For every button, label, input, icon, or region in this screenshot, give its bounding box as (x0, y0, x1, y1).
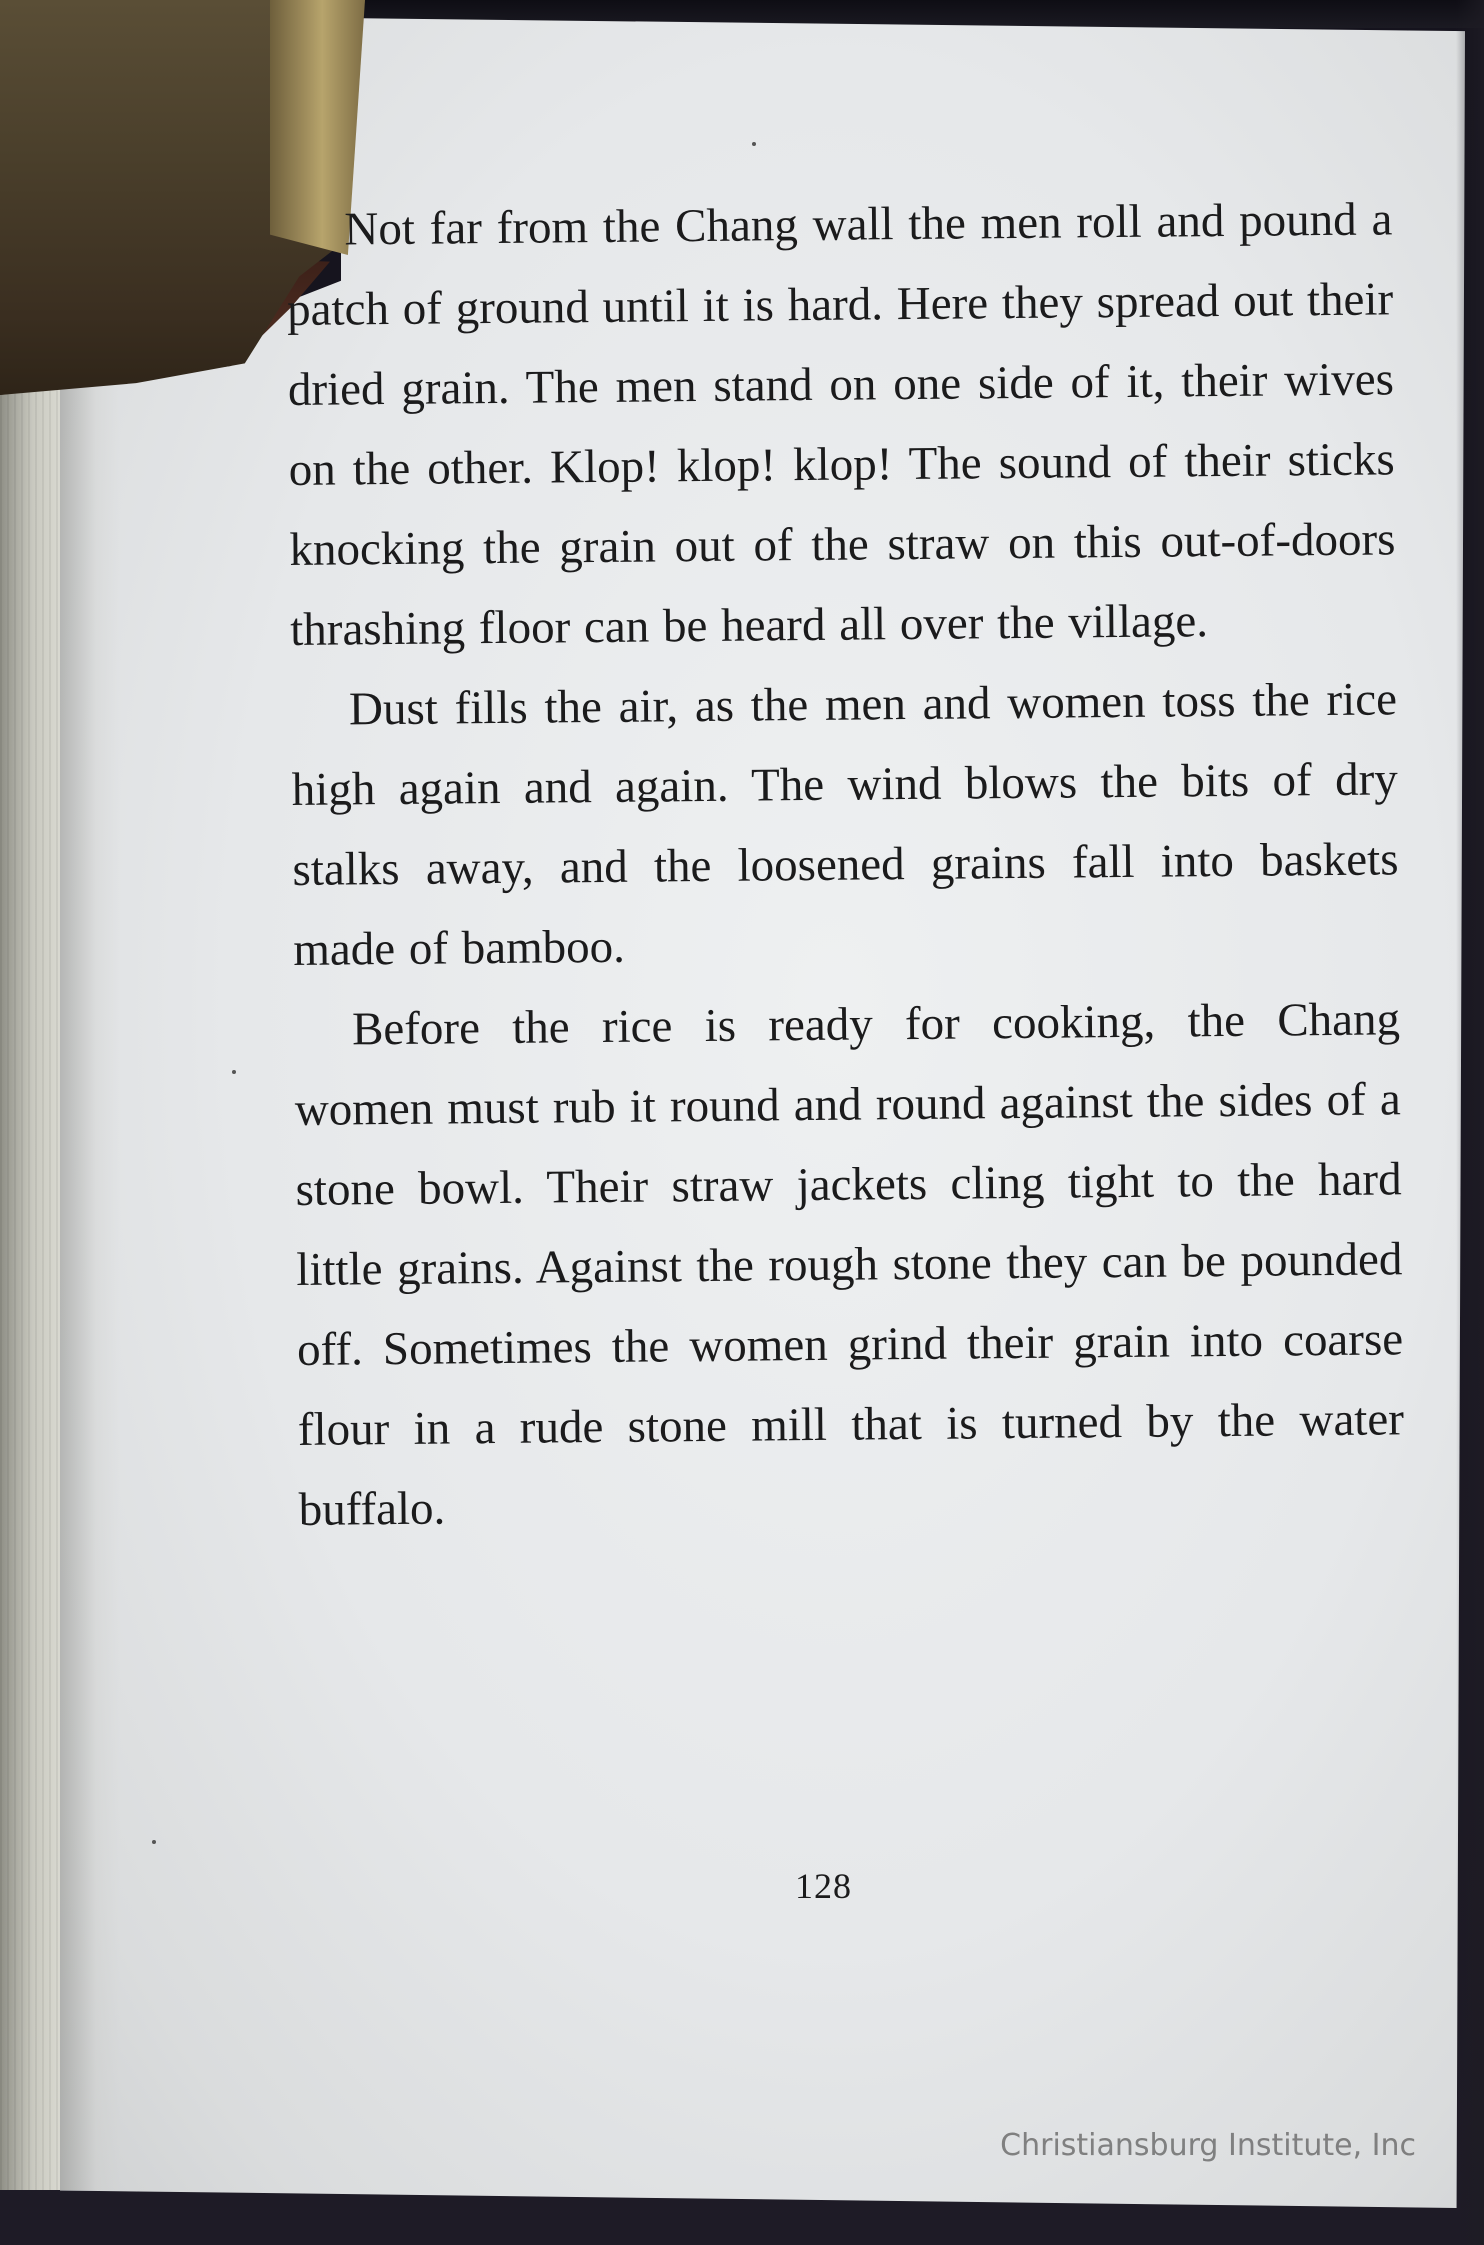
right-edge-shadow (1456, 0, 1484, 2245)
paragraph-2: Dust fills the air, as the men and women toss the rice high again and again. The wind blows the bits of dry stalks away, and the loosened grains fall into baskets made of bamboo. (291, 673, 1399, 976)
page-gutter-shadow (60, 380, 120, 2190)
paper-speck (152, 1840, 156, 1844)
paper-speck (232, 1070, 236, 1074)
paper-speck (752, 142, 756, 146)
paragraph-3: Before the rice is ready for cooking, the Chang women must rub it round and round against the sides of a stone bowl. Their straw jackets cling tight to the hard little grains. Against the rough stone they can be pounded off. Sometimes the women grind their grain into coarse flour in a rude stone mill that is turned by the water buffalo. (294, 993, 1405, 1536)
paragraph-1: Not far from the Chang wall the men roll and pound a patch of ground until it is hard. Here they spread out their dried grain. The men stand on one side of it, their wives on the other. Klop! klop! klop! The sound of their sticks knocking the grain out of the straw on this out-of-doors thrashing floor can be heard all over the village. (286, 193, 1396, 656)
page-number: 128 (795, 1866, 852, 1906)
body-text (286, 179, 1405, 1550)
watermark: Christiansburg Institute, Inc (1000, 2128, 1416, 2163)
